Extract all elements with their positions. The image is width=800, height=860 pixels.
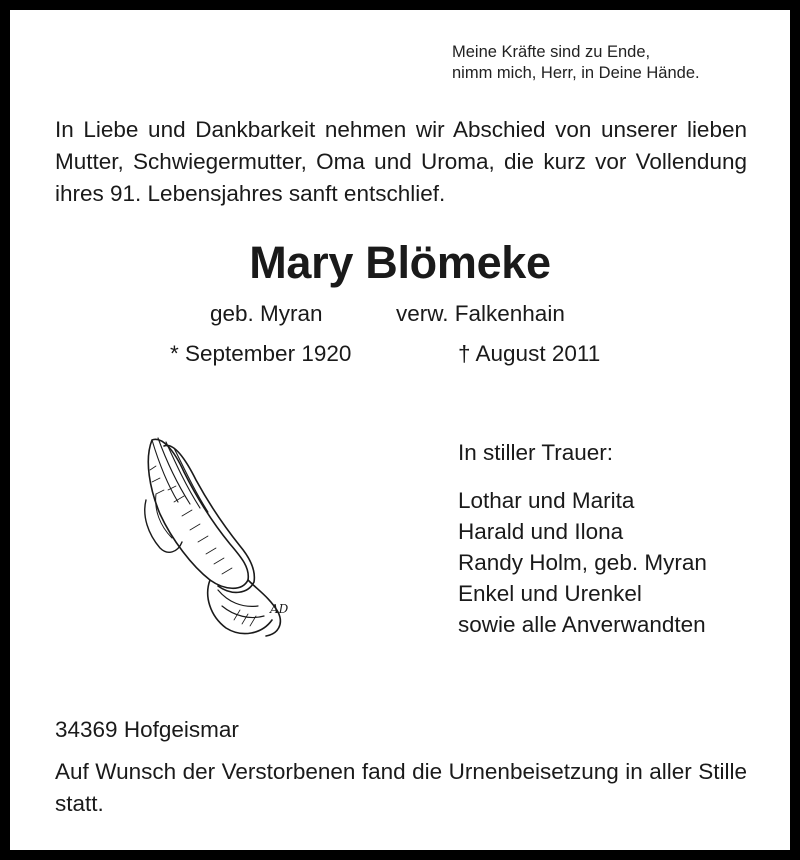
mourner-name: Lothar und Marita [458,488,635,513]
mourners-heading: In stiller Trauer: [458,440,614,465]
monogram-mark [269,602,289,616]
mourners-list [458,485,707,640]
maiden-name: geb. Myran [210,301,323,326]
svg-text:AD: AD [270,602,289,616]
praying-hands-icon [138,430,300,638]
mourner-name: sowie alle Anverwandten [458,612,706,637]
birth-date: * September 1920 [170,341,352,366]
motto-verse [452,42,700,84]
deceased-name: Mary Blömeke [249,237,551,288]
mourner-name: Enkel und Urenkel [458,581,642,606]
mourner-name: Harald und Ilona [458,519,624,544]
intro-text: In Liebe und Dankbarkeit nehmen wir Abschied von unserer lieben Mutter, Schwiegermutter, Oma und Uroma, die kurz vor Vollendung ihres 91. Lebensjahres sanft entschlief. [55,117,747,206]
motto-line-2: nimm mich, Herr, in Deine Hände. [452,64,700,82]
death-date: † August 2011 [458,341,601,366]
motto-line-1: Meine Kräfte sind zu Ende, [452,43,651,61]
burial-notice: Auf Wunsch der Verstorbenen fand die Urnenbeisetzung in aller Stille statt. [55,759,747,816]
mourner-name: Randy Holm, geb. Myran [458,550,707,575]
widowed-name: verw. Falkenhain [396,301,565,326]
place-location: 34369 Hofgeismar [55,717,239,742]
